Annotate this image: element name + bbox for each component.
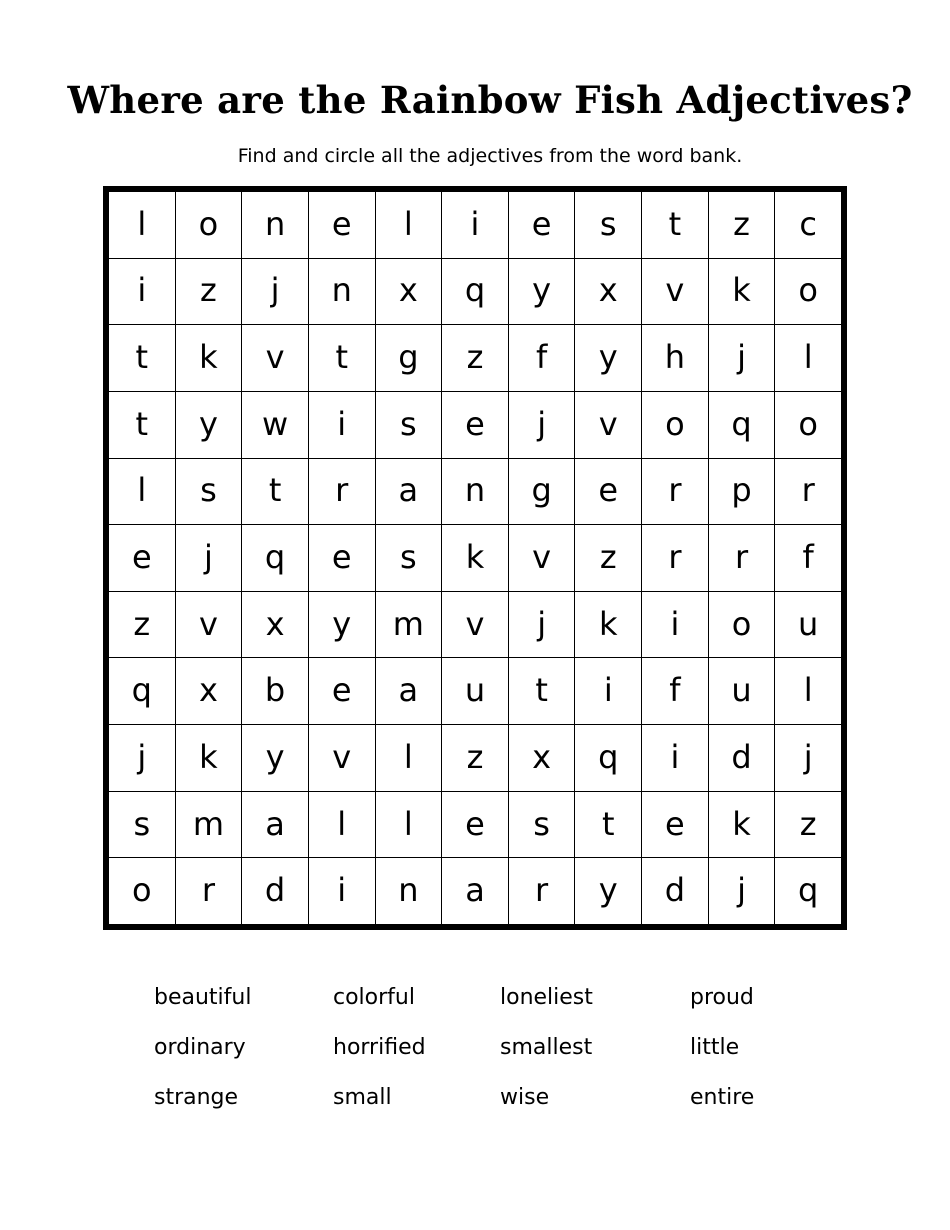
word-bank-word: ordinary <box>154 1034 246 1060</box>
grid-cell[interactable]: i <box>642 592 708 658</box>
grid-cell[interactable]: s <box>509 792 575 858</box>
grid-cell[interactable]: r <box>775 459 841 525</box>
grid-cell[interactable]: q <box>775 858 841 924</box>
grid-cell[interactable]: l <box>376 792 442 858</box>
grid-cell[interactable]: v <box>176 592 242 658</box>
grid-cell[interactable]: n <box>442 459 508 525</box>
grid-cell[interactable]: z <box>109 592 175 658</box>
grid-cell[interactable]: e <box>109 525 175 591</box>
grid-cell[interactable]: e <box>309 192 375 258</box>
grid-cell[interactable]: t <box>309 325 375 391</box>
instructions: Find and circle all the adjectives from the word bank. <box>237 145 743 167</box>
grid-cell[interactable]: i <box>442 192 508 258</box>
grid-cell[interactable]: x <box>242 592 308 658</box>
grid-cell[interactable]: s <box>376 392 442 458</box>
grid-cell[interactable]: r <box>176 858 242 924</box>
grid-cell[interactable]: o <box>775 392 841 458</box>
grid-cell[interactable]: r <box>642 525 708 591</box>
grid-cell[interactable]: y <box>176 392 242 458</box>
grid-cell[interactable]: o <box>775 259 841 325</box>
grid-cell[interactable]: v <box>509 525 575 591</box>
grid-cell[interactable]: r <box>709 525 775 591</box>
grid-cell[interactable]: x <box>509 725 575 791</box>
grid-cell[interactable]: a <box>442 858 508 924</box>
grid-cell[interactable]: l <box>775 658 841 724</box>
word-bank-word: small <box>333 1084 392 1110</box>
grid-cell[interactable]: y <box>309 592 375 658</box>
grid-cell[interactable]: c <box>775 192 841 258</box>
grid-cell[interactable]: l <box>109 459 175 525</box>
worksheet-title: Where are the Rainbow Fish Adjectives? <box>67 78 913 122</box>
grid-cell[interactable]: i <box>642 725 708 791</box>
grid-cell[interactable]: f <box>509 325 575 391</box>
grid-cell[interactable]: j <box>242 259 308 325</box>
grid-cell[interactable]: j <box>775 725 841 791</box>
grid-cell[interactable]: b <box>242 658 308 724</box>
grid-cell[interactable]: k <box>176 325 242 391</box>
grid-cell[interactable]: j <box>709 325 775 391</box>
grid-cell[interactable]: o <box>642 392 708 458</box>
word-bank-word: loneliest <box>500 984 593 1010</box>
grid-cell[interactable]: a <box>376 459 442 525</box>
grid-cell[interactable]: d <box>642 858 708 924</box>
grid-cell[interactable]: i <box>309 858 375 924</box>
word-bank-word: colorful <box>333 984 415 1010</box>
grid-cell[interactable]: e <box>509 192 575 258</box>
grid-cell[interactable]: f <box>775 525 841 591</box>
grid-cell[interactable]: x <box>176 658 242 724</box>
grid-cell[interactable]: v <box>442 592 508 658</box>
grid-cell[interactable]: p <box>709 459 775 525</box>
grid-cell[interactable]: o <box>709 592 775 658</box>
grid-cell[interactable]: y <box>575 858 641 924</box>
grid-cell[interactable]: q <box>242 525 308 591</box>
grid-cell[interactable]: j <box>509 592 575 658</box>
grid-cell[interactable]: z <box>575 525 641 591</box>
grid-cell[interactable]: t <box>509 658 575 724</box>
grid-cell[interactable]: g <box>376 325 442 391</box>
grid-cell[interactable]: o <box>176 192 242 258</box>
grid-cell[interactable]: z <box>442 325 508 391</box>
grid-cell[interactable]: q <box>575 725 641 791</box>
word-bank-word: wise <box>500 1084 550 1110</box>
grid-cell[interactable]: s <box>575 192 641 258</box>
grid-cell[interactable]: k <box>709 792 775 858</box>
grid-cell[interactable]: l <box>309 792 375 858</box>
grid-cell[interactable]: q <box>442 259 508 325</box>
grid-cell[interactable]: k <box>709 259 775 325</box>
grid-cell[interactable]: i <box>575 658 641 724</box>
grid-cell[interactable]: y <box>242 725 308 791</box>
grid-cell[interactable]: w <box>242 392 308 458</box>
grid-cell[interactable]: v <box>309 725 375 791</box>
grid-cell[interactable]: u <box>442 658 508 724</box>
grid-cell[interactable]: i <box>309 392 375 458</box>
grid-cell[interactable]: o <box>109 858 175 924</box>
grid-cell[interactable]: z <box>775 792 841 858</box>
grid-cell[interactable]: h <box>642 325 708 391</box>
grid-cell[interactable]: s <box>376 525 442 591</box>
grid-cell[interactable]: e <box>642 792 708 858</box>
grid-cell[interactable]: l <box>109 192 175 258</box>
grid-cell[interactable]: j <box>109 725 175 791</box>
grid-cell[interactable]: t <box>109 325 175 391</box>
grid-cell[interactable]: r <box>642 459 708 525</box>
grid-cell[interactable]: n <box>309 259 375 325</box>
grid-cell[interactable]: u <box>775 592 841 658</box>
word-bank-word: entire <box>690 1084 755 1110</box>
grid-cell[interactable]: t <box>242 459 308 525</box>
grid-cell[interactable]: z <box>176 259 242 325</box>
word-bank-word: little <box>690 1034 740 1060</box>
word-bank <box>154 972 854 1122</box>
grid-cell[interactable]: t <box>575 792 641 858</box>
grid-cell[interactable]: a <box>242 792 308 858</box>
grid-cell[interactable]: x <box>575 259 641 325</box>
grid-cell[interactable]: s <box>176 459 242 525</box>
grid-cell[interactable]: e <box>442 792 508 858</box>
grid-cell[interactable]: e <box>442 392 508 458</box>
grid-cell[interactable]: k <box>442 525 508 591</box>
grid-cell[interactable]: r <box>509 858 575 924</box>
grid-cell[interactable]: d <box>242 858 308 924</box>
grid-cell[interactable]: m <box>176 792 242 858</box>
grid-cell[interactable]: l <box>775 325 841 391</box>
grid-cell[interactable]: g <box>509 459 575 525</box>
word-bank-word: beautiful <box>154 984 252 1010</box>
grid-cell[interactable]: k <box>176 725 242 791</box>
grid-cell[interactable]: j <box>709 858 775 924</box>
grid-cell[interactable]: k <box>575 592 641 658</box>
word-bank-row <box>154 1072 854 1122</box>
grid-cell[interactable]: d <box>709 725 775 791</box>
grid-cell[interactable]: z <box>709 192 775 258</box>
grid-cell[interactable]: y <box>575 325 641 391</box>
grid-cell[interactable]: t <box>109 392 175 458</box>
grid-cell[interactable]: x <box>376 259 442 325</box>
grid-cell[interactable]: v <box>642 259 708 325</box>
grid-cell[interactable]: s <box>109 792 175 858</box>
grid-cell[interactable]: z <box>442 725 508 791</box>
word-bank-word: proud <box>690 984 754 1010</box>
grid-cell[interactable]: n <box>376 858 442 924</box>
grid-cell[interactable]: v <box>575 392 641 458</box>
grid-cell[interactable]: y <box>509 259 575 325</box>
word-bank-word: smallest <box>500 1034 593 1060</box>
grid-cell[interactable]: i <box>109 259 175 325</box>
grid-cell[interactable]: e <box>309 658 375 724</box>
word-bank-row <box>154 972 854 1022</box>
word-search-grid <box>103 186 847 930</box>
grid-cell[interactable]: a <box>376 658 442 724</box>
grid-cell[interactable]: t <box>642 192 708 258</box>
word-bank-word: horrified <box>333 1034 426 1060</box>
grid-cell[interactable]: j <box>509 392 575 458</box>
grid-cell[interactable]: n <box>242 192 308 258</box>
grid-cell[interactable]: v <box>242 325 308 391</box>
grid-cell[interactable]: l <box>376 725 442 791</box>
grid-cell[interactable]: q <box>709 392 775 458</box>
grid-cell[interactable]: q <box>109 658 175 724</box>
grid-cell[interactable]: e <box>575 459 641 525</box>
word-bank-word: strange <box>154 1084 239 1110</box>
grid-cell[interactable]: j <box>176 525 242 591</box>
grid-cell[interactable]: m <box>376 592 442 658</box>
grid-cell[interactable]: r <box>309 459 375 525</box>
grid-cell[interactable]: f <box>642 658 708 724</box>
word-bank-row <box>154 1022 854 1072</box>
grid-cell[interactable]: l <box>376 192 442 258</box>
grid-cell[interactable]: u <box>709 658 775 724</box>
grid-cell[interactable]: e <box>309 525 375 591</box>
